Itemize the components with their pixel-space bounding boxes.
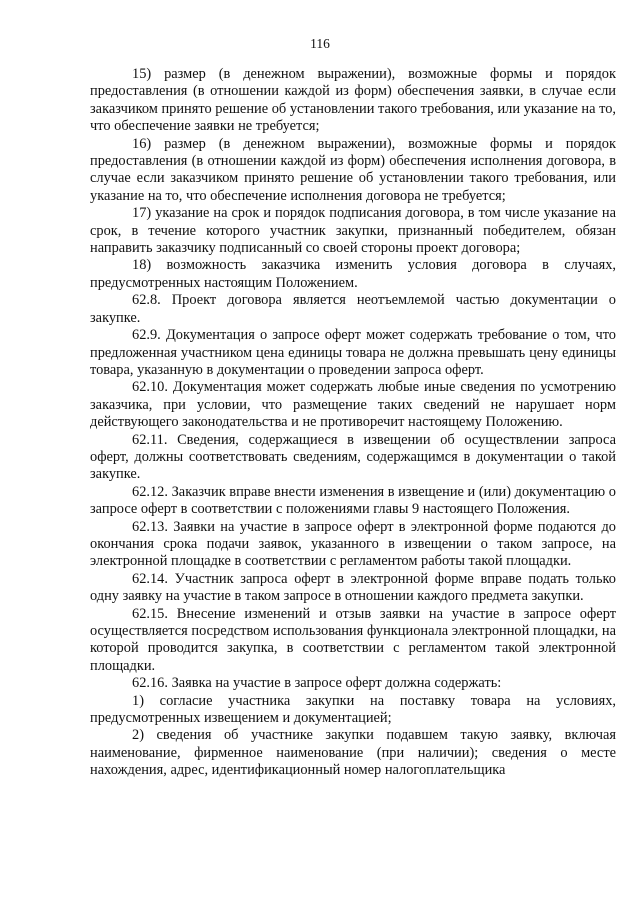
paragraph: 16) размер (в денежном выражении), возможные формы и порядок предоставления (в отношении каждой из форм) обеспечения исполнения договора, в случае если заказчиком принято решение об установлении такого требования, или указание на то, что обеспечение исполнения договора не требуется;	[90, 135, 616, 204]
paragraph: 17) указание на срок и порядок подписания договора, в том числе указание на срок, в течение которого участник закупки, признанный победителем, обязан направить заказчику подписанный со своей стороны проект договора;	[90, 205, 616, 257]
paragraph: 2) сведения об участнике закупки подавшем такую заявку, включая наименование, фирменное наименование (при наличии); сведения о месте нахождения, адрес, идентификационный номер налогоплательщика	[90, 727, 616, 779]
paragraph: 1) согласие участника закупки на поставку товара на условиях, предусмотренных извещением и документацией;	[90, 692, 616, 727]
paragraph: 62.15. Внесение изменений и отзыв заявки на участие в запросе оферт осуществляется посредством использования функционала электронной площадки, на которой проводится закупка, в соответствии с регламентом такой электронной площадки.	[90, 605, 616, 674]
paragraph: 15) размер (в денежном выражении), возможные формы и порядок предоставления (в отношении каждой из форм) обеспечения заявки, в случае если заказчиком принято решение об установлении такого требования, или указание на то, что обеспечение заявки не требуется;	[90, 66, 617, 135]
page-number: 116	[310, 36, 330, 51]
paragraph: 62.9. Документация о запросе оферт может содержать требование о том, что предложенная участником цена единицы товара не должна превышать цену единицы товара, указанную в документации о проведении запроса оферт.	[90, 327, 616, 378]
paragraph: 62.8. Проект договора является неотъемлемой частью документации о закупке.	[90, 292, 616, 326]
paragraph: 62.12. Заказчик вправе внести изменения в извещение и (или) документацию о запросе оферт в соответствии с положениями главы 9 настоящего Положения.	[90, 483, 616, 518]
paragraph: 62.10. Документация может содержать любые иные сведения по усмотрению заказчика, при условии, что размещение таких сведений не нарушает норм действующего законодательства и не противоречит настоящему Положению.	[90, 379, 616, 431]
paragraph: 62.13. Заявки на участие в запросе оферт в электронной форме подаются до окончания срока подачи заявок, указанного в извещении о таком запросе, на электронной площадке в соответствии с регламентом работы такой площадки.	[90, 518, 616, 570]
paragraph: 18) возможность заказчика изменить условия договора в случаях, предусмотренных настоящим Положением.	[90, 257, 616, 291]
paragraph: 62.16. Заявка на участие в запросе оферт должна содержать:	[132, 675, 502, 692]
paragraph: 62.11. Сведения, содержащиеся в извещении об осуществлении запроса оферт, должны соответствовать сведениям, содержащимся в документации о такой закупке.	[90, 431, 616, 483]
paragraph: 62.14. Участник запроса оферт в электронной форме вправе подать только одну заявку на участие в таком запросе в отношении каждого предмета закупки.	[90, 570, 616, 605]
document-body	[90, 66, 616, 780]
